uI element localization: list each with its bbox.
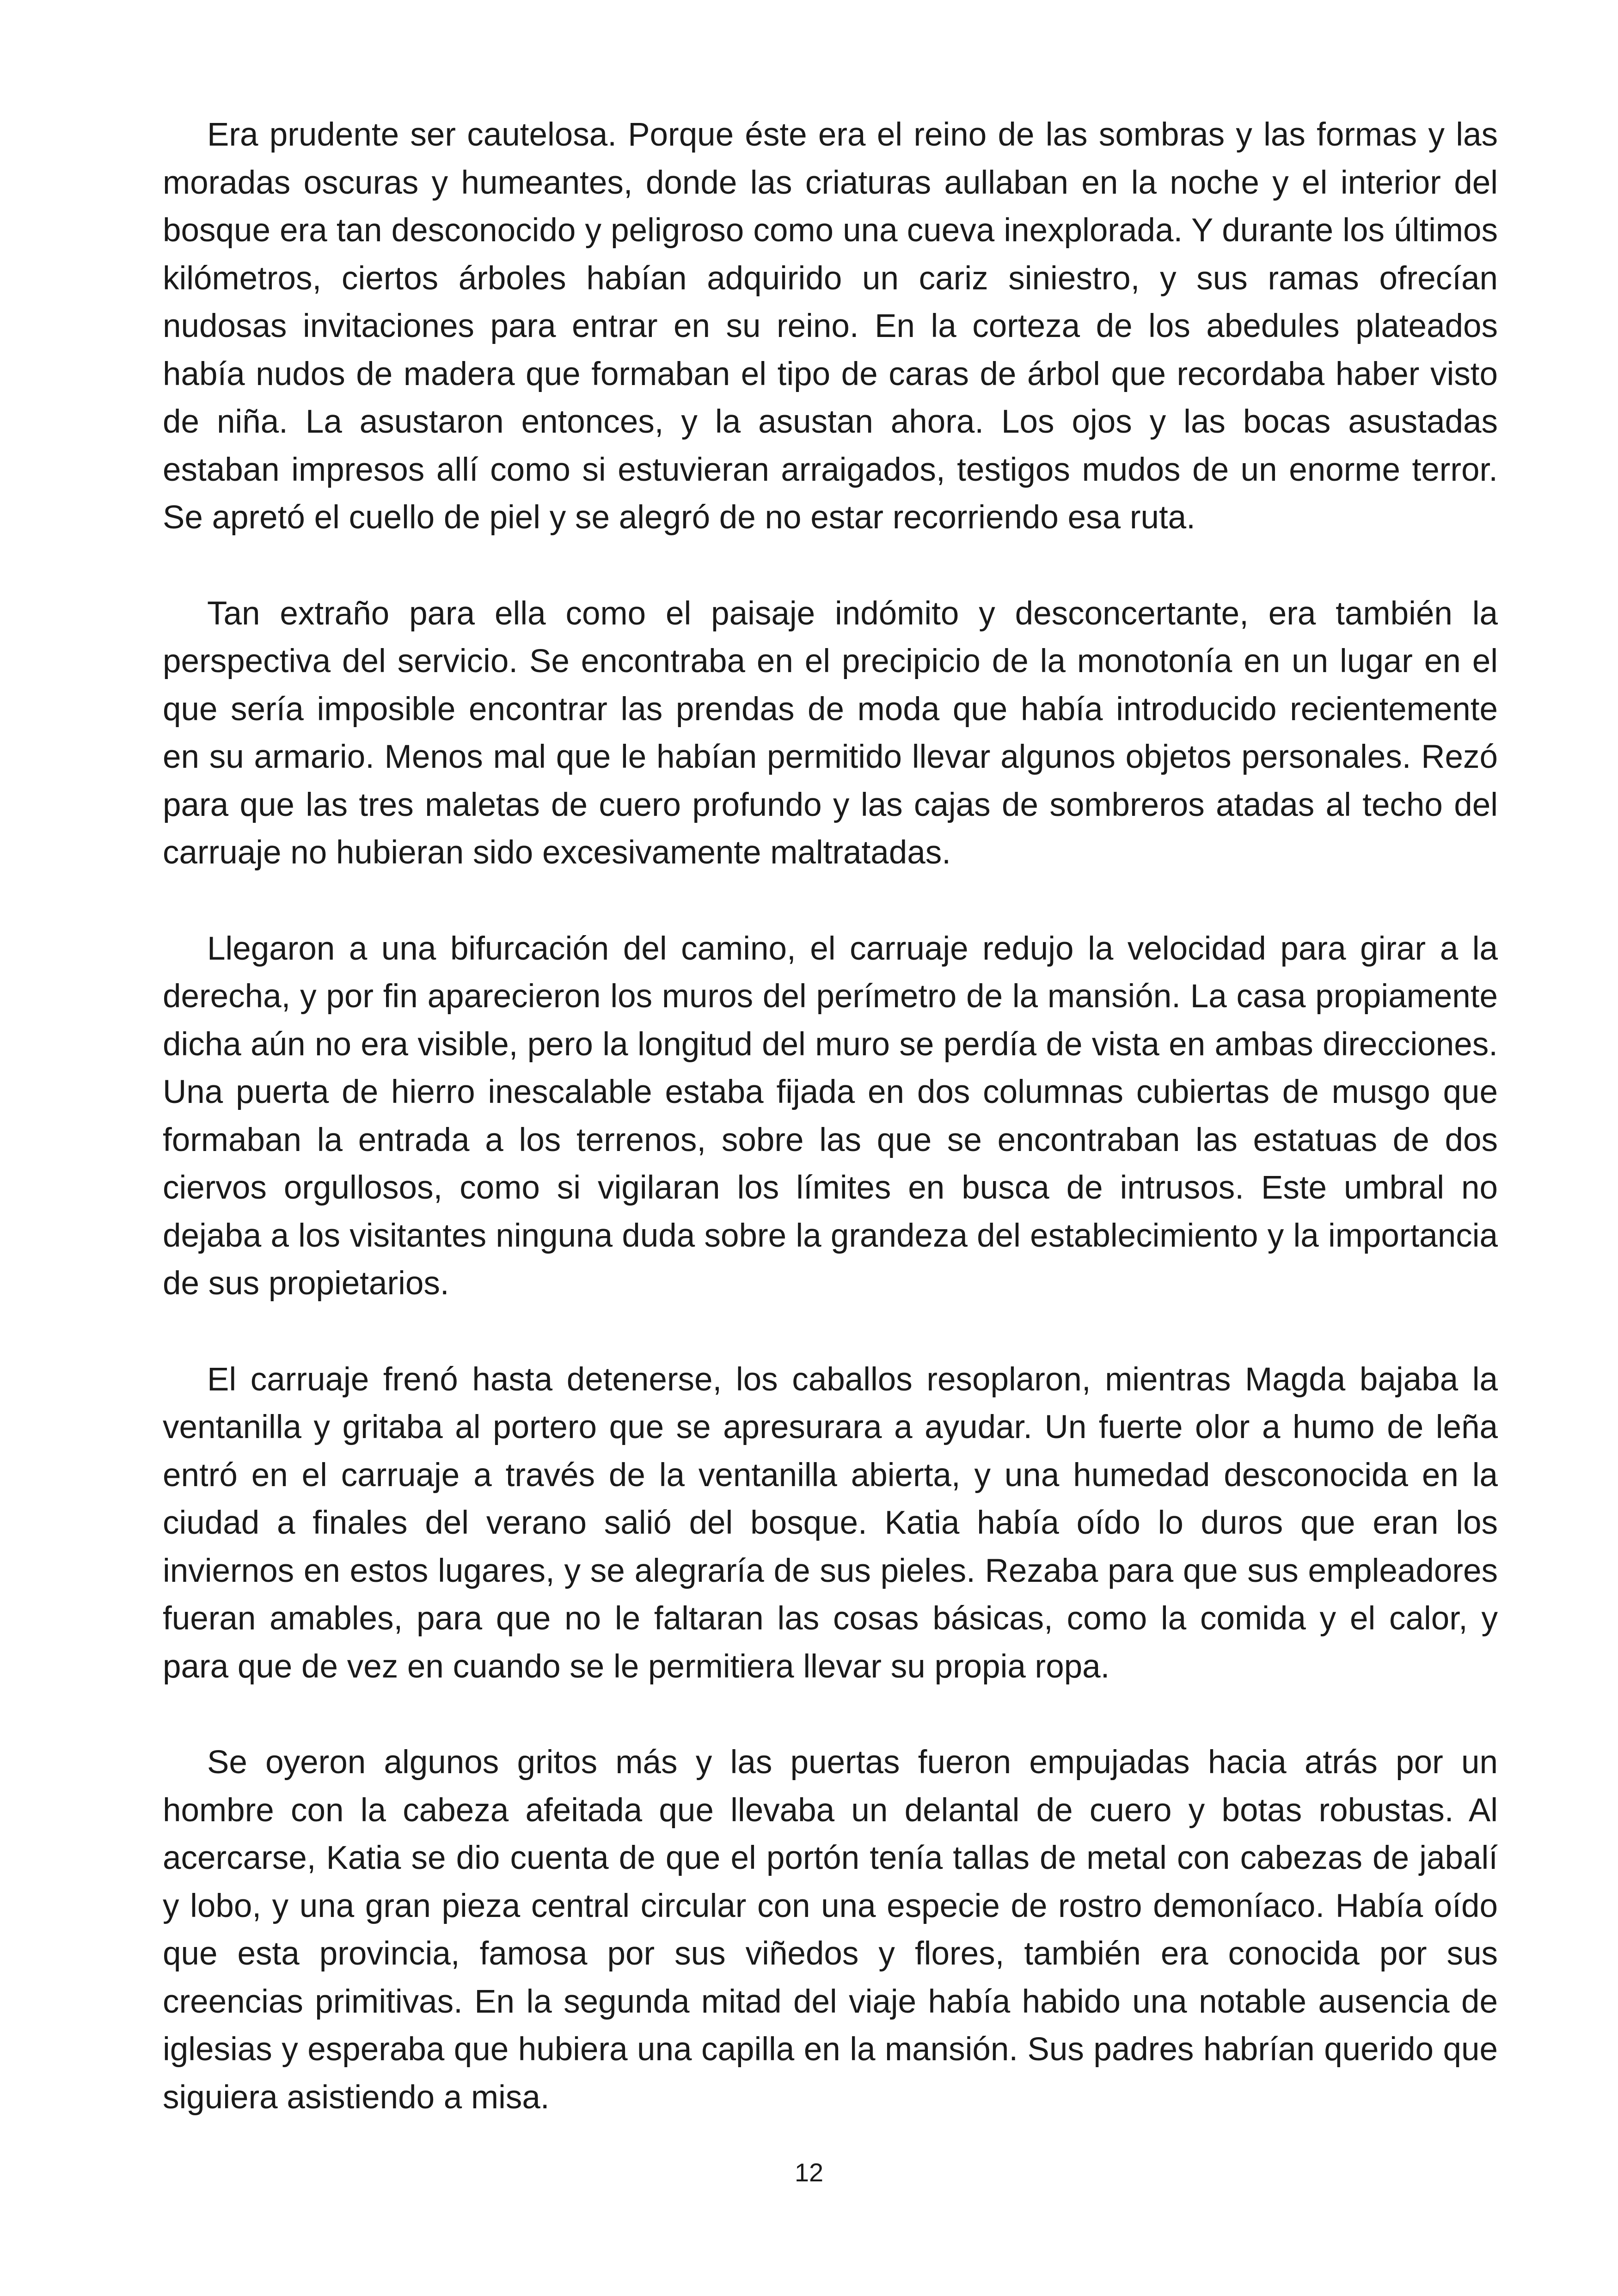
paragraph-5: Se oyeron algunos gritos más y las puertas fueron empujadas hacia atrás por un hombre con la cabeza afeitada que llevaba un delantal de cuero y botas robustas. Al acercarse, Katia se dio cuenta de que el portón tenía tallas de metal con cabezas de jabalí y lobo, y una gran pieza central circular con una especie de rostro demoníaco. Había oído que esta provincia, famosa por sus viñedos y flores, también era conocida por sus creencias primitivas. En la segunda mitad del viaje había habido una notable ausencia de iglesias y esperaba que hubiera una capilla en la mansión. Sus padres habrían querido que siguiera asistiendo a misa. [163,1744,1498,2116]
page-number: 12 [794,2158,824,2187]
paragraph-2: Tan extraño para ella como el paisaje indómito y desconcertante, era también la perspectiva del servicio. Se encontraba en el precipicio de la monotonía en un lugar en el que sería imposible encontrar las prendas de moda que había introducido recientemente en su armario. Menos mal que le habían permitido llevar algunos objetos personales. Rezó para que las tres maletas de cuero profundo y las cajas de sombreros atadas al techo del carruaje no hubieran sido excesivamente maltratadas. [163,595,1498,871]
paragraph-3: Llegaron a una bifurcación del camino, el carruaje redujo la velocidad para girar a la derecha, y por fin aparecieron los muros del perímetro de la mansión. La casa propiamente dicha aún no era visible, pero la longitud del muro se perdía de vista en ambas direcciones. Una puerta de hierro inescalable estaba fijada en dos columnas cubiertas de musgo que formaban la entrada a los terrenos, sobre las que se encontraban las estatuas de dos ciervos orgullosos, como si vigilaran los límites en busca de intrusos. Este umbral no dejaba a los visitantes ninguna duda sobre la grandeza del establecimiento y la importancia de sus propietarios. [163,930,1498,1302]
body-text [163,111,1498,2169]
paragraph-4: El carruaje frenó hasta detenerse, los caballos resoplaron, mientras Magda bajaba la ventanilla y gritaba al portero que se apresurara a ayudar. Un fuerte olor a humo de leña entró en el carruaje a través de la ventanilla abierta, y una humedad desconocida en la ciudad a finales del verano salió del bosque. Katia había oído lo duros que eran los inviernos en estos lugares, y se alegraría de sus pieles. Rezaba para que sus empleadores fueran amables, para que no le faltaran las cosas básicas, como la comida y el calor, y para que de vez en cuando se le permitiera llevar su propia ropa. [163,1361,1498,1685]
paragraph-1: Era prudente ser cautelosa. Porque éste era el reino de las sombras y las formas y las moradas oscuras y humeantes, donde las criaturas aullaban en la noche y el interior del bosque era tan desconocido y peligroso como una cueva inexplorada. Y durante los últimos kilómetros, ciertos árboles habían adquirido un cariz siniestro, y sus ramas ofrecían nudosas invitaciones para entrar en su reino. En la corteza de los abedules plateados había nudos de madera que formaban el tipo de caras de árbol que recordaba haber visto de niña. La asustaron entonces, y la asustan ahora. Los ojos y las bocas asustadas estaban impresos allí como si estuvieran arraigados, testigos mudos de un enorme terror. Se apretó el cuello de piel y se alegró de no estar recorriendo esa ruta. [163,116,1498,536]
